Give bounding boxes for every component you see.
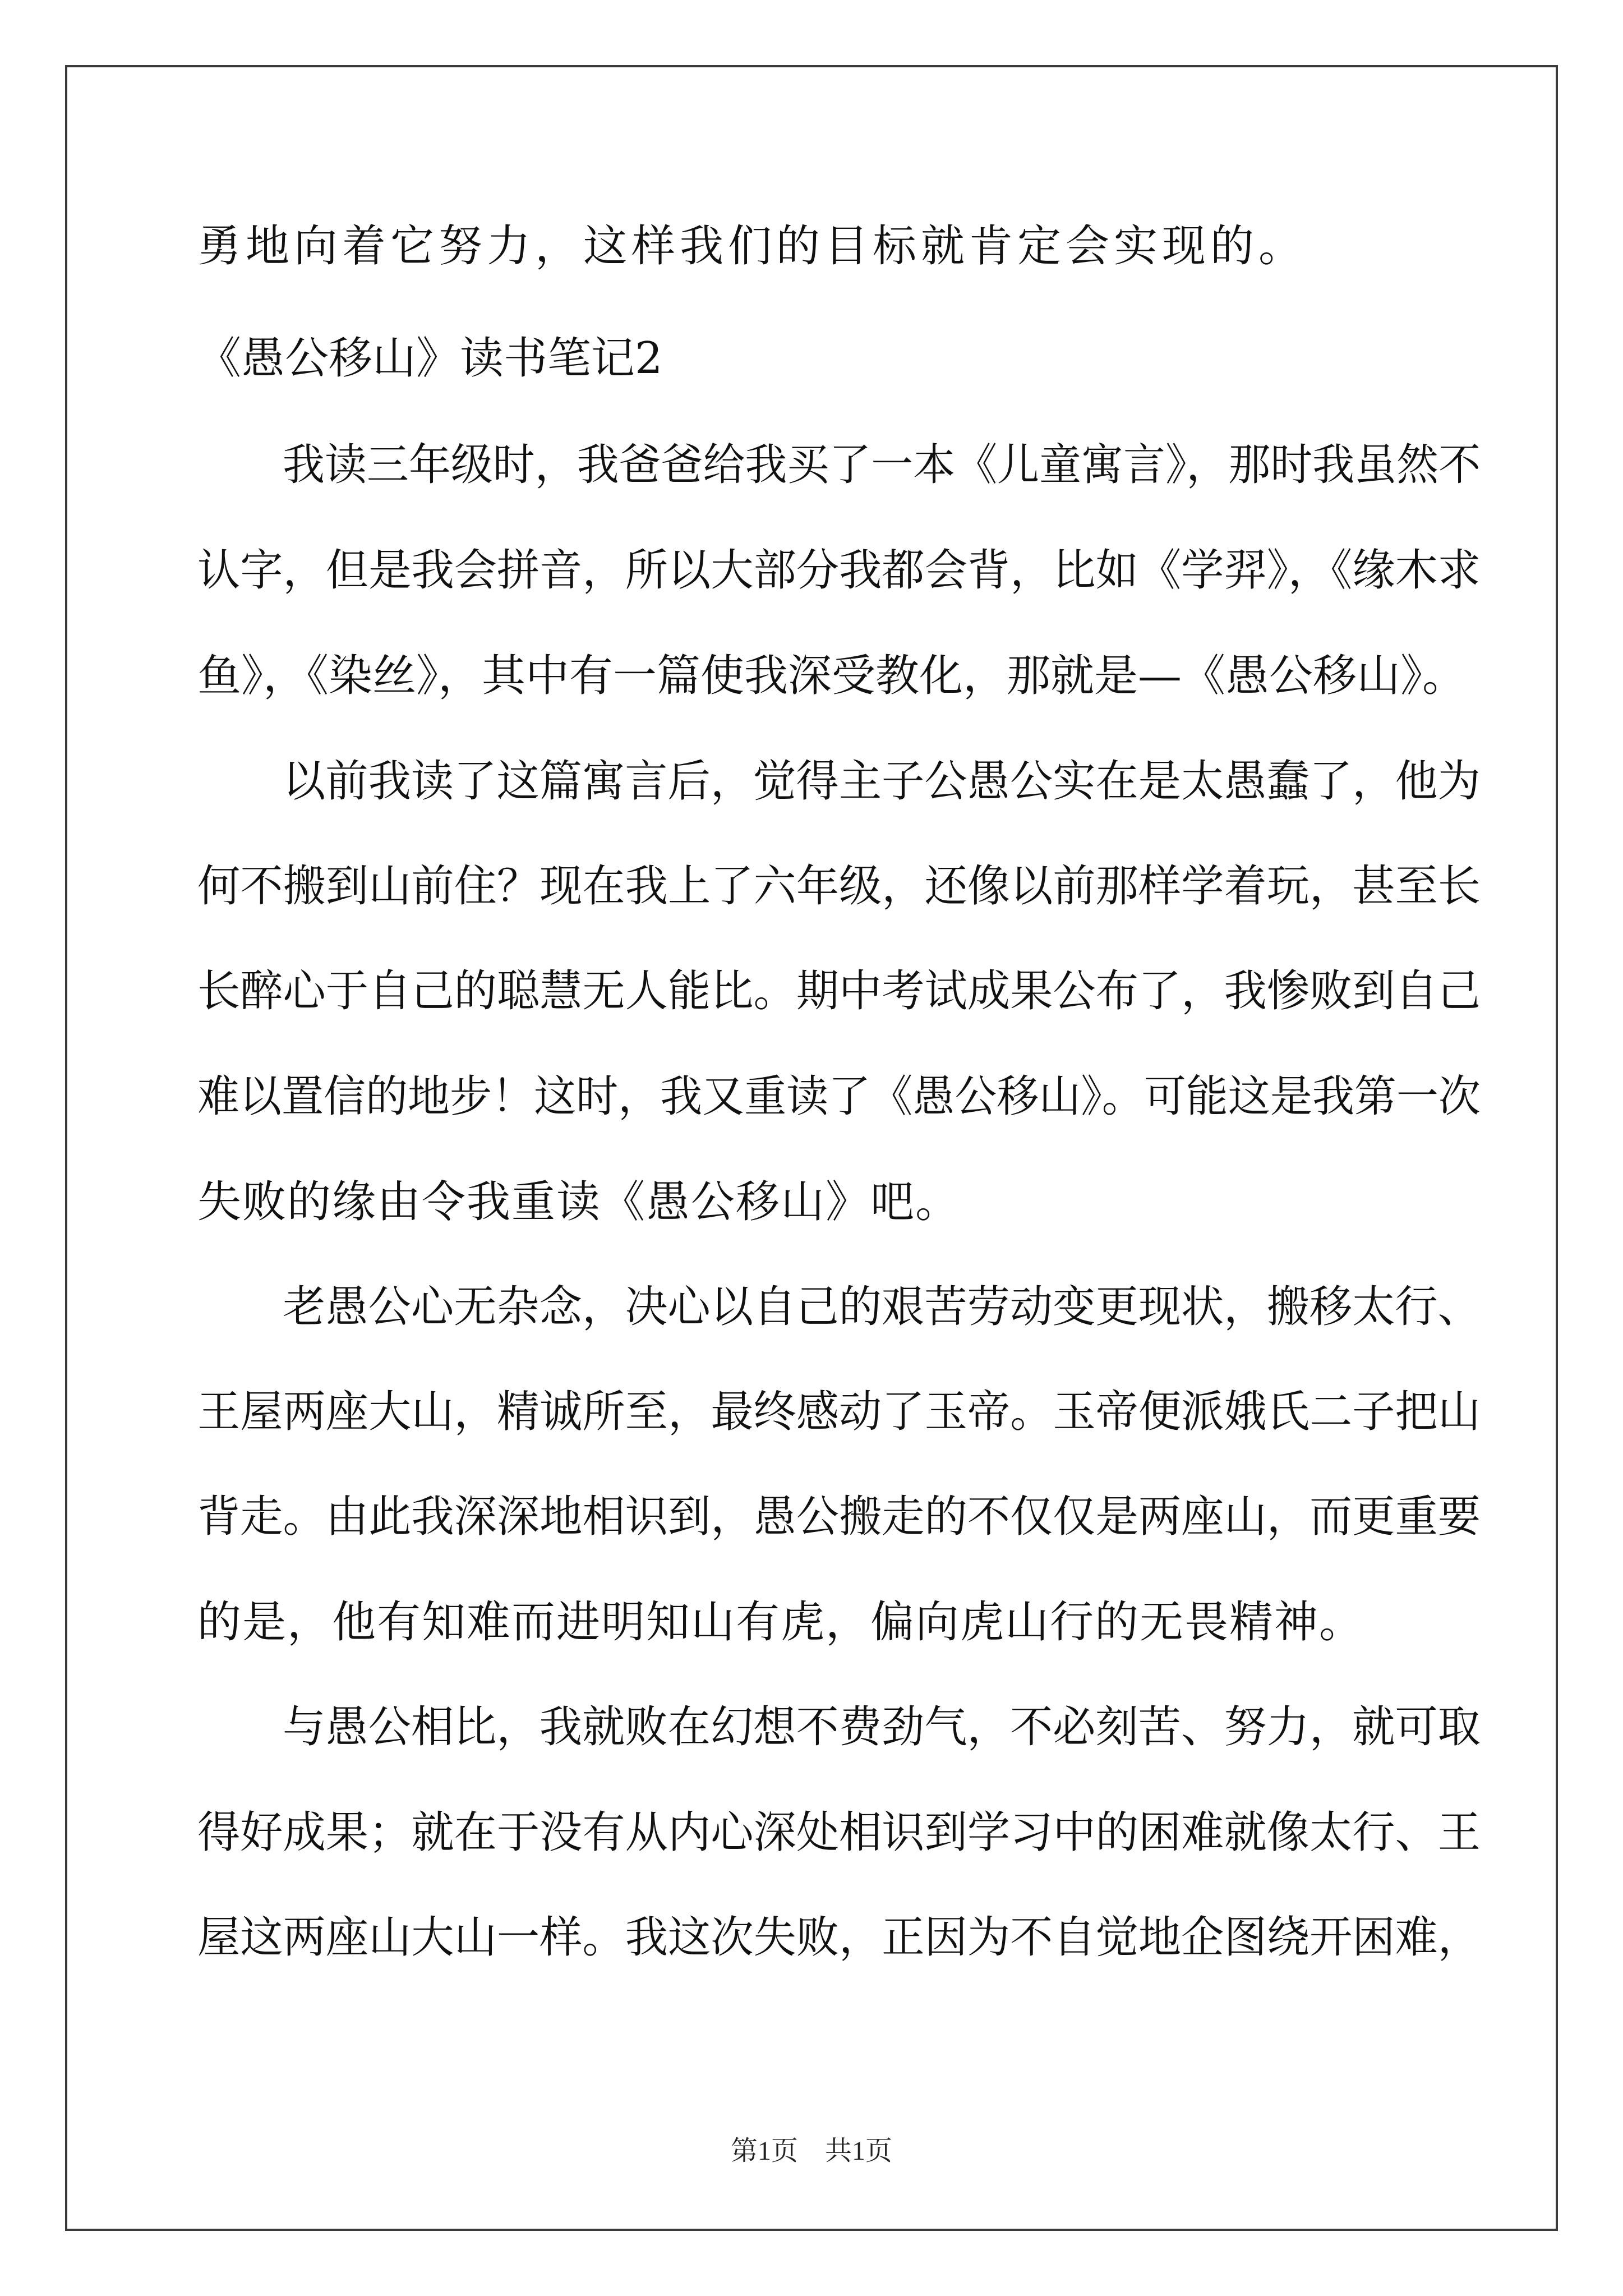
text-line: 勇地向着它努力，这样我们的目标就肯定会实现的。	[197, 221, 1307, 272]
text-line: 失败的缘由令我重读《愚公移山》吧。	[197, 1177, 961, 1227]
text-line: 我读三年级时，我爸爸给我买了一本《儿童寓言》，那时我虽然不	[283, 440, 1481, 490]
text-line: 以前我读了这篇寓言后，觉得主子公愚公实在是太愚蠢了，他为	[283, 756, 1481, 807]
text-line: 背走。由此我深深地相识到，愚公搬走的不仅仅是两座山，而更重要	[197, 1492, 1481, 1542]
text-line: 王屋两座大山，精诚所至，最终感动了玉帝。玉帝便派娥氏二子把山	[197, 1387, 1481, 1437]
text-line: 长醉心于自己的聪慧无人能比。期中考试成果公布了，我惨败到自己	[197, 966, 1481, 1016]
text-line: 屋这两座山大山一样。我这次失败，正因为不自觉地企图绕开困难，	[197, 1912, 1481, 1963]
text-line: 认字，但是我会拼音，所以大部分我都会背，比如《学羿》，《缘木求	[197, 545, 1481, 596]
text-line: 与愚公相比，我就败在幻想不费劲气，不必刻苦、努力，就可取	[283, 1702, 1481, 1752]
text-line: 老愚公心无杂念，决心以自己的艰苦劳动变更现状，搬移太行、	[283, 1282, 1481, 1332]
text-line: 的是，他有知难而进明知山有虎，偏向虎山行的无畏精神。	[197, 1597, 1364, 1648]
section-heading: 《愚公移山》读书笔记2	[197, 333, 663, 384]
text-line: 何不搬到山前住？现在我上了六年级，还像以前那样学着玩，甚至长	[197, 861, 1481, 912]
text-line: 得好成果；就在于没有从内心深处相识到学习中的困难就像太行、王	[197, 1807, 1481, 1858]
text-line: 鱼》，《染丝》，其中有一篇使我深受教化，那就是—《愚公移山》。	[197, 651, 1467, 701]
page-footer: 第1页 共1页	[730, 2136, 892, 2166]
page-border	[65, 65, 1558, 2231]
text-line: 难以置信的地步！这时，我又重读了《愚公移山》。可能这是我第一次	[197, 1071, 1481, 1122]
